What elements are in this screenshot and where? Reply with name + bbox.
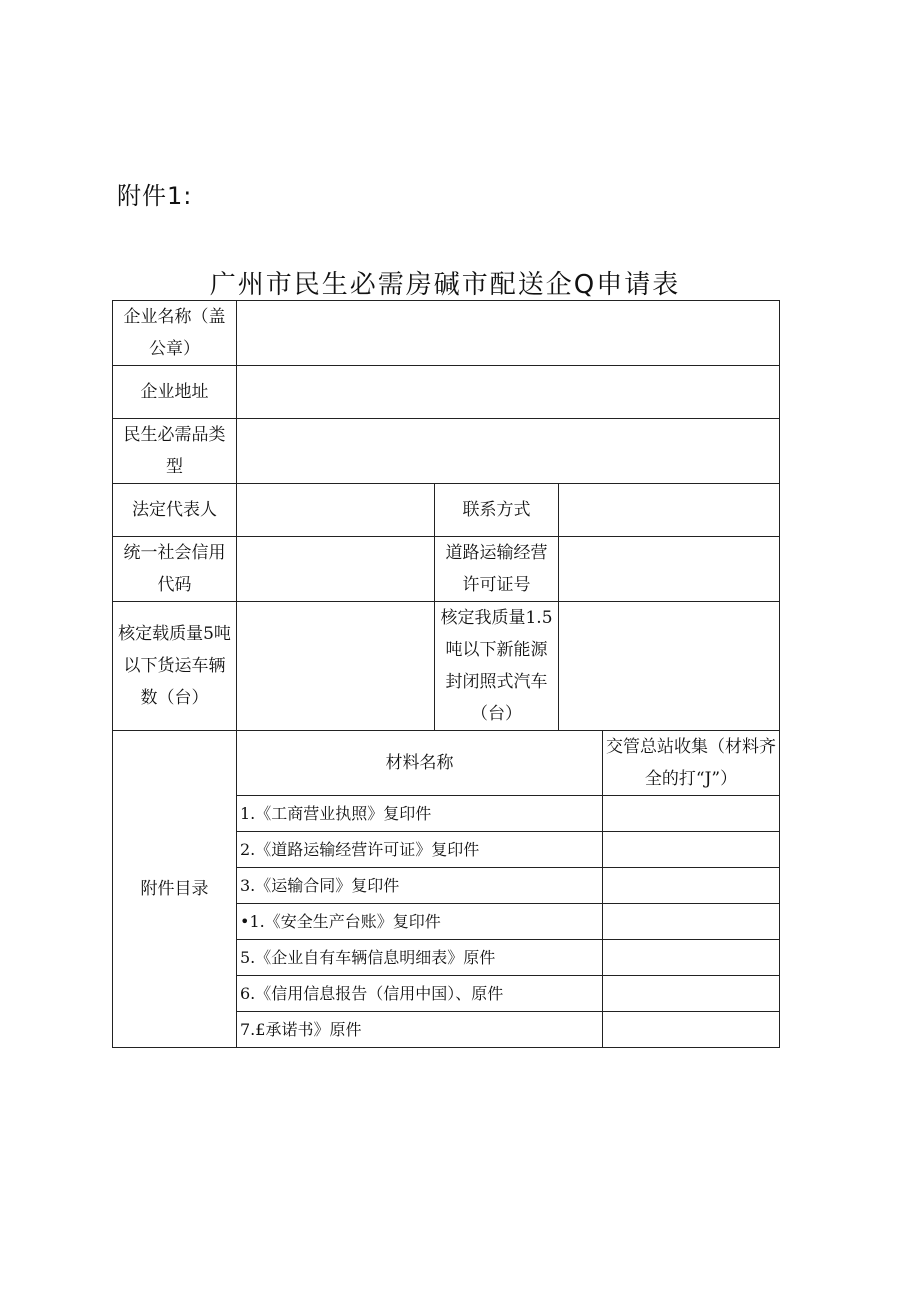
header-material-name: 材料名称 (237, 731, 603, 796)
row-goods-type (113, 419, 780, 484)
label-attachment-catalog: 附件目录 (113, 731, 237, 1048)
label-company-address: 企业地址 (113, 366, 237, 419)
attachment-check-cell[interactable] (603, 976, 780, 1012)
attachment-check-cell[interactable] (603, 1012, 780, 1048)
value-company-name[interactable] (237, 301, 780, 366)
attachment-item: 6.《信用信息报告（信用中国）、原件 (237, 976, 603, 1012)
value-company-address[interactable] (237, 366, 780, 419)
value-vehicle-count[interactable] (237, 602, 435, 731)
attachment-label: 附件1: (117, 182, 193, 210)
attachment-item: 1.《工商营业执照》复印件 (237, 796, 603, 832)
row-attachment-header (113, 731, 780, 796)
row-vehicle-count (113, 602, 780, 731)
row-credit-code (113, 537, 780, 602)
attachment-check-cell[interactable] (603, 796, 780, 832)
label-contact: 联系方式 (435, 484, 559, 537)
row-company-name (113, 301, 780, 366)
value-license-no[interactable] (559, 537, 780, 602)
label-license-no: 道路运输经营许可证号 (435, 537, 559, 602)
label-ev-count: 核定我质量1.5吨以下新能源封闭照式汽车（台） (435, 602, 559, 731)
attachment-check-cell[interactable] (603, 904, 780, 940)
attachment-item: •1.《安全生产台账》复印件 (237, 904, 603, 940)
row-company-address (113, 366, 780, 419)
attachment-item: 2.《道路运输经营许可证》复印件 (237, 832, 603, 868)
attachment-item: 3.《运输合同》复印件 (237, 868, 603, 904)
label-credit-code: 统一社会信用代码 (113, 537, 237, 602)
label-company-name: 企业名称（盖公章） (113, 301, 237, 366)
attachment-check-cell[interactable] (603, 940, 780, 976)
row-legal-rep (113, 484, 780, 537)
form-title: 广州市民生必需房碱市配送企Q申请表 (209, 270, 681, 300)
attachment-check-cell[interactable] (603, 832, 780, 868)
value-goods-type[interactable] (237, 419, 780, 484)
header-collect-check: 交管总站收集（材料齐全的打“J”） (603, 731, 780, 796)
label-vehicle-count: 核定载质量5吨以下货运车辆数（台） (113, 602, 237, 731)
application-form-table (112, 300, 780, 1048)
value-contact[interactable] (559, 484, 780, 537)
label-legal-rep: 法定代表人 (113, 484, 237, 537)
value-legal-rep[interactable] (237, 484, 435, 537)
attachment-item: 7.£承诺书》原件 (237, 1012, 603, 1048)
attachment-item: 5.《企业自有车辆信息明细表》原件 (237, 940, 603, 976)
attachment-check-cell[interactable] (603, 868, 780, 904)
label-goods-type: 民生必需品类型 (113, 419, 237, 484)
value-ev-count[interactable] (559, 602, 780, 731)
value-credit-code[interactable] (237, 537, 435, 602)
